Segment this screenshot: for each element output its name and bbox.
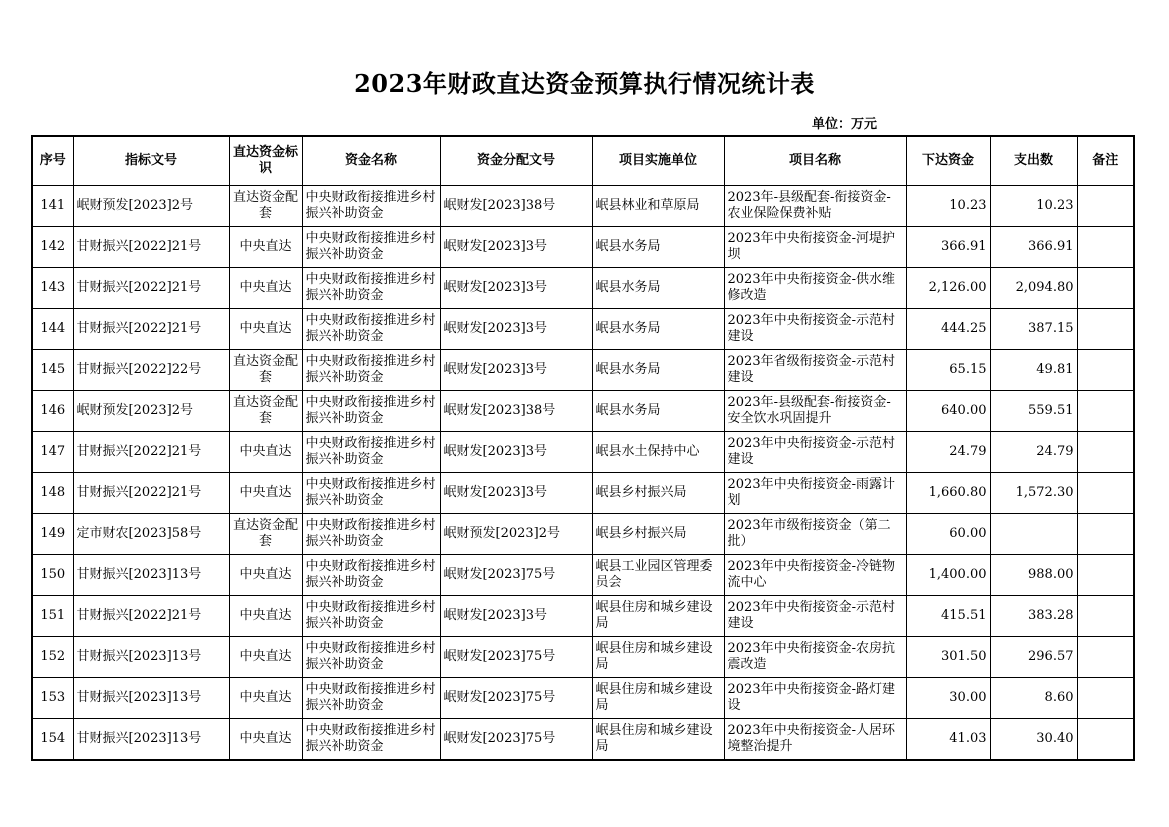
cell-spent: 296.57 bbox=[990, 637, 1077, 678]
cell-seq: 142 bbox=[32, 227, 73, 268]
cell-issued: 65.15 bbox=[906, 350, 990, 391]
cell-alloc-doc: 岷财发[2023]38号 bbox=[440, 391, 592, 432]
cell-project: 2023年中央衔接资金-路灯建设 bbox=[724, 678, 906, 719]
cell-alloc-doc: 岷财预发[2023]2号 bbox=[440, 514, 592, 555]
cell-alloc-doc: 岷财发[2023]3号 bbox=[440, 268, 592, 309]
table-row bbox=[32, 186, 1134, 227]
cell-issued: 301.50 bbox=[906, 637, 990, 678]
cell-spent: 2,094.80 bbox=[990, 268, 1077, 309]
cell-alloc-doc: 岷财发[2023]75号 bbox=[440, 555, 592, 596]
cell-project: 2023年中央衔接资金-人居环境整治提升 bbox=[724, 719, 906, 761]
table-row bbox=[32, 719, 1134, 761]
cell-direct-flag: 中央直达 bbox=[229, 678, 302, 719]
cell-note bbox=[1077, 350, 1134, 391]
header-issued: 下达资金 bbox=[906, 136, 990, 186]
cell-fund-name: 中央财政衔接推进乡村振兴补助资金 bbox=[302, 514, 440, 555]
cell-unit: 岷县住房和城乡建设局 bbox=[592, 719, 724, 761]
cell-alloc-doc: 岷财发[2023]38号 bbox=[440, 186, 592, 227]
cell-spent: 366.91 bbox=[990, 227, 1077, 268]
cell-unit: 岷县乡村振兴局 bbox=[592, 473, 724, 514]
header-fund-name: 资金名称 bbox=[302, 136, 440, 186]
cell-note bbox=[1077, 391, 1134, 432]
cell-note bbox=[1077, 473, 1134, 514]
cell-issued: 24.79 bbox=[906, 432, 990, 473]
cell-unit: 岷县乡村振兴局 bbox=[592, 514, 724, 555]
cell-doc-no: 甘财振兴[2023]13号 bbox=[73, 719, 229, 761]
cell-fund-name: 中央财政衔接推进乡村振兴补助资金 bbox=[302, 719, 440, 761]
cell-note bbox=[1077, 555, 1134, 596]
cell-fund-name: 中央财政衔接推进乡村振兴补助资金 bbox=[302, 309, 440, 350]
unit-label: 单位：万元 bbox=[812, 117, 878, 132]
cell-project: 2023年中央衔接资金-雨露计划 bbox=[724, 473, 906, 514]
cell-issued: 1,660.80 bbox=[906, 473, 990, 514]
cell-issued: 41.03 bbox=[906, 719, 990, 761]
table-row bbox=[32, 596, 1134, 637]
cell-fund-name: 中央财政衔接推进乡村振兴补助资金 bbox=[302, 227, 440, 268]
cell-unit: 岷县水务局 bbox=[592, 227, 724, 268]
cell-note bbox=[1077, 678, 1134, 719]
cell-fund-name: 中央财政衔接推进乡村振兴补助资金 bbox=[302, 555, 440, 596]
cell-note bbox=[1077, 719, 1134, 761]
cell-seq: 143 bbox=[32, 268, 73, 309]
budget-table bbox=[31, 135, 1135, 761]
cell-issued: 640.00 bbox=[906, 391, 990, 432]
cell-seq: 150 bbox=[32, 555, 73, 596]
cell-seq: 153 bbox=[32, 678, 73, 719]
table-row bbox=[32, 227, 1134, 268]
cell-seq: 148 bbox=[32, 473, 73, 514]
cell-alloc-doc: 岷财发[2023]3号 bbox=[440, 350, 592, 391]
cell-doc-no: 岷财预发[2023]2号 bbox=[73, 186, 229, 227]
cell-direct-flag: 中央直达 bbox=[229, 227, 302, 268]
cell-seq: 147 bbox=[32, 432, 73, 473]
cell-project: 2023年市级衔接资金（第二批） bbox=[724, 514, 906, 555]
cell-project: 2023年中央衔接资金-农房抗震改造 bbox=[724, 637, 906, 678]
table-row bbox=[32, 268, 1134, 309]
cell-note bbox=[1077, 514, 1134, 555]
cell-seq: 144 bbox=[32, 309, 73, 350]
cell-direct-flag: 中央直达 bbox=[229, 473, 302, 514]
cell-issued: 2,126.00 bbox=[906, 268, 990, 309]
cell-project: 2023年-县级配套-衔接资金-安全饮水巩固提升 bbox=[724, 391, 906, 432]
cell-doc-no: 甘财振兴[2023]13号 bbox=[73, 678, 229, 719]
cell-doc-no: 甘财振兴[2023]13号 bbox=[73, 555, 229, 596]
cell-seq: 149 bbox=[32, 514, 73, 555]
cell-direct-flag: 中央直达 bbox=[229, 637, 302, 678]
cell-note bbox=[1077, 432, 1134, 473]
cell-direct-flag: 中央直达 bbox=[229, 268, 302, 309]
table-row bbox=[32, 391, 1134, 432]
cell-seq: 151 bbox=[32, 596, 73, 637]
cell-fund-name: 中央财政衔接推进乡村振兴补助资金 bbox=[302, 186, 440, 227]
cell-doc-no: 甘财振兴[2022]21号 bbox=[73, 268, 229, 309]
header-row bbox=[32, 136, 1134, 186]
cell-fund-name: 中央财政衔接推进乡村振兴补助资金 bbox=[302, 678, 440, 719]
cell-spent: 988.00 bbox=[990, 555, 1077, 596]
cell-spent: 49.81 bbox=[990, 350, 1077, 391]
table-row bbox=[32, 678, 1134, 719]
cell-note bbox=[1077, 268, 1134, 309]
cell-doc-no: 甘财振兴[2022]22号 bbox=[73, 350, 229, 391]
cell-unit: 岷县水务局 bbox=[592, 350, 724, 391]
cell-doc-no: 甘财振兴[2022]21号 bbox=[73, 227, 229, 268]
table-row bbox=[32, 432, 1134, 473]
cell-spent: 383.28 bbox=[990, 596, 1077, 637]
cell-doc-no: 定市财农[2023]58号 bbox=[73, 514, 229, 555]
cell-direct-flag: 直达资金配套 bbox=[229, 391, 302, 432]
cell-unit: 岷县水务局 bbox=[592, 309, 724, 350]
table-row bbox=[32, 473, 1134, 514]
cell-spent: 10.23 bbox=[990, 186, 1077, 227]
cell-unit: 岷县住房和城乡建设局 bbox=[592, 678, 724, 719]
cell-project: 2023年中央衔接资金-示范村建设 bbox=[724, 432, 906, 473]
cell-project: 2023年省级衔接资金-示范村建设 bbox=[724, 350, 906, 391]
cell-seq: 154 bbox=[32, 719, 73, 761]
cell-direct-flag: 直达资金配套 bbox=[229, 514, 302, 555]
cell-issued: 415.51 bbox=[906, 596, 990, 637]
header-note: 备注 bbox=[1077, 136, 1134, 186]
cell-fund-name: 中央财政衔接推进乡村振兴补助资金 bbox=[302, 432, 440, 473]
cell-project: 2023年中央衔接资金-冷链物流中心 bbox=[724, 555, 906, 596]
cell-spent: 30.40 bbox=[990, 719, 1077, 761]
cell-note bbox=[1077, 227, 1134, 268]
cell-alloc-doc: 岷财发[2023]75号 bbox=[440, 637, 592, 678]
cell-unit: 岷县水土保持中心 bbox=[592, 432, 724, 473]
cell-issued: 366.91 bbox=[906, 227, 990, 268]
page-title: 2023年财政直达资金预算执行情况统计表 bbox=[354, 69, 815, 98]
cell-issued: 30.00 bbox=[906, 678, 990, 719]
cell-doc-no: 甘财振兴[2022]21号 bbox=[73, 432, 229, 473]
cell-alloc-doc: 岷财发[2023]3号 bbox=[440, 309, 592, 350]
cell-issued: 10.23 bbox=[906, 186, 990, 227]
cell-doc-no: 甘财振兴[2022]21号 bbox=[73, 473, 229, 514]
cell-unit: 岷县住房和城乡建设局 bbox=[592, 596, 724, 637]
cell-note bbox=[1077, 637, 1134, 678]
cell-direct-flag: 中央直达 bbox=[229, 432, 302, 473]
cell-fund-name: 中央财政衔接推进乡村振兴补助资金 bbox=[302, 637, 440, 678]
cell-unit: 岷县水务局 bbox=[592, 391, 724, 432]
header-unit: 项目实施单位 bbox=[592, 136, 724, 186]
cell-alloc-doc: 岷财发[2023]3号 bbox=[440, 596, 592, 637]
cell-spent: 24.79 bbox=[990, 432, 1077, 473]
cell-direct-flag: 中央直达 bbox=[229, 596, 302, 637]
cell-alloc-doc: 岷财发[2023]3号 bbox=[440, 227, 592, 268]
cell-project: 2023年中央衔接资金-供水维修改造 bbox=[724, 268, 906, 309]
cell-seq: 141 bbox=[32, 186, 73, 227]
cell-unit: 岷县工业园区管理委员会 bbox=[592, 555, 724, 596]
cell-spent: 559.51 bbox=[990, 391, 1077, 432]
cell-project: 2023年中央衔接资金-河堤护坝 bbox=[724, 227, 906, 268]
cell-seq: 145 bbox=[32, 350, 73, 391]
cell-doc-no: 岷财预发[2023]2号 bbox=[73, 391, 229, 432]
cell-fund-name: 中央财政衔接推进乡村振兴补助资金 bbox=[302, 473, 440, 514]
cell-spent: 8.60 bbox=[990, 678, 1077, 719]
cell-fund-name: 中央财政衔接推进乡村振兴补助资金 bbox=[302, 391, 440, 432]
cell-unit: 岷县住房和城乡建设局 bbox=[592, 637, 724, 678]
table-row bbox=[32, 350, 1134, 391]
cell-note bbox=[1077, 186, 1134, 227]
cell-doc-no: 甘财振兴[2022]21号 bbox=[73, 596, 229, 637]
cell-note bbox=[1077, 309, 1134, 350]
header-seq: 序号 bbox=[32, 136, 73, 186]
cell-doc-no: 甘财振兴[2023]13号 bbox=[73, 637, 229, 678]
header-spent: 支出数 bbox=[990, 136, 1077, 186]
cell-doc-no: 甘财振兴[2022]21号 bbox=[73, 309, 229, 350]
header-project: 项目名称 bbox=[724, 136, 906, 186]
cell-direct-flag: 中央直达 bbox=[229, 309, 302, 350]
cell-seq: 152 bbox=[32, 637, 73, 678]
cell-unit: 岷县林业和草原局 bbox=[592, 186, 724, 227]
table-row bbox=[32, 637, 1134, 678]
cell-spent: 1,572.30 bbox=[990, 473, 1077, 514]
cell-alloc-doc: 岷财发[2023]3号 bbox=[440, 432, 592, 473]
cell-issued: 1,400.00 bbox=[906, 555, 990, 596]
table-row bbox=[32, 514, 1134, 555]
cell-spent: 387.15 bbox=[990, 309, 1077, 350]
cell-fund-name: 中央财政衔接推进乡村振兴补助资金 bbox=[302, 268, 440, 309]
cell-project: 2023年-县级配套-衔接资金-农业保险保费补贴 bbox=[724, 186, 906, 227]
cell-note bbox=[1077, 596, 1134, 637]
cell-alloc-doc: 岷财发[2023]75号 bbox=[440, 719, 592, 761]
cell-issued: 60.00 bbox=[906, 514, 990, 555]
cell-direct-flag: 直达资金配套 bbox=[229, 186, 302, 227]
cell-fund-name: 中央财政衔接推进乡村振兴补助资金 bbox=[302, 350, 440, 391]
cell-issued: 444.25 bbox=[906, 309, 990, 350]
cell-direct-flag: 中央直达 bbox=[229, 719, 302, 761]
header-direct-flag: 直达资金标识 bbox=[229, 136, 302, 186]
cell-direct-flag: 中央直达 bbox=[229, 555, 302, 596]
cell-alloc-doc: 岷财发[2023]3号 bbox=[440, 473, 592, 514]
cell-direct-flag: 直达资金配套 bbox=[229, 350, 302, 391]
table-row bbox=[32, 555, 1134, 596]
cell-unit: 岷县水务局 bbox=[592, 268, 724, 309]
cell-fund-name: 中央财政衔接推进乡村振兴补助资金 bbox=[302, 596, 440, 637]
cell-project: 2023年中央衔接资金-示范村建设 bbox=[724, 596, 906, 637]
cell-project: 2023年中央衔接资金-示范村建设 bbox=[724, 309, 906, 350]
cell-spent bbox=[990, 514, 1077, 555]
cell-alloc-doc: 岷财发[2023]75号 bbox=[440, 678, 592, 719]
table-row bbox=[32, 309, 1134, 350]
table-body bbox=[32, 186, 1134, 761]
header-alloc-doc: 资金分配文号 bbox=[440, 136, 592, 186]
cell-seq: 146 bbox=[32, 391, 73, 432]
header-doc-no: 指标文号 bbox=[73, 136, 229, 186]
